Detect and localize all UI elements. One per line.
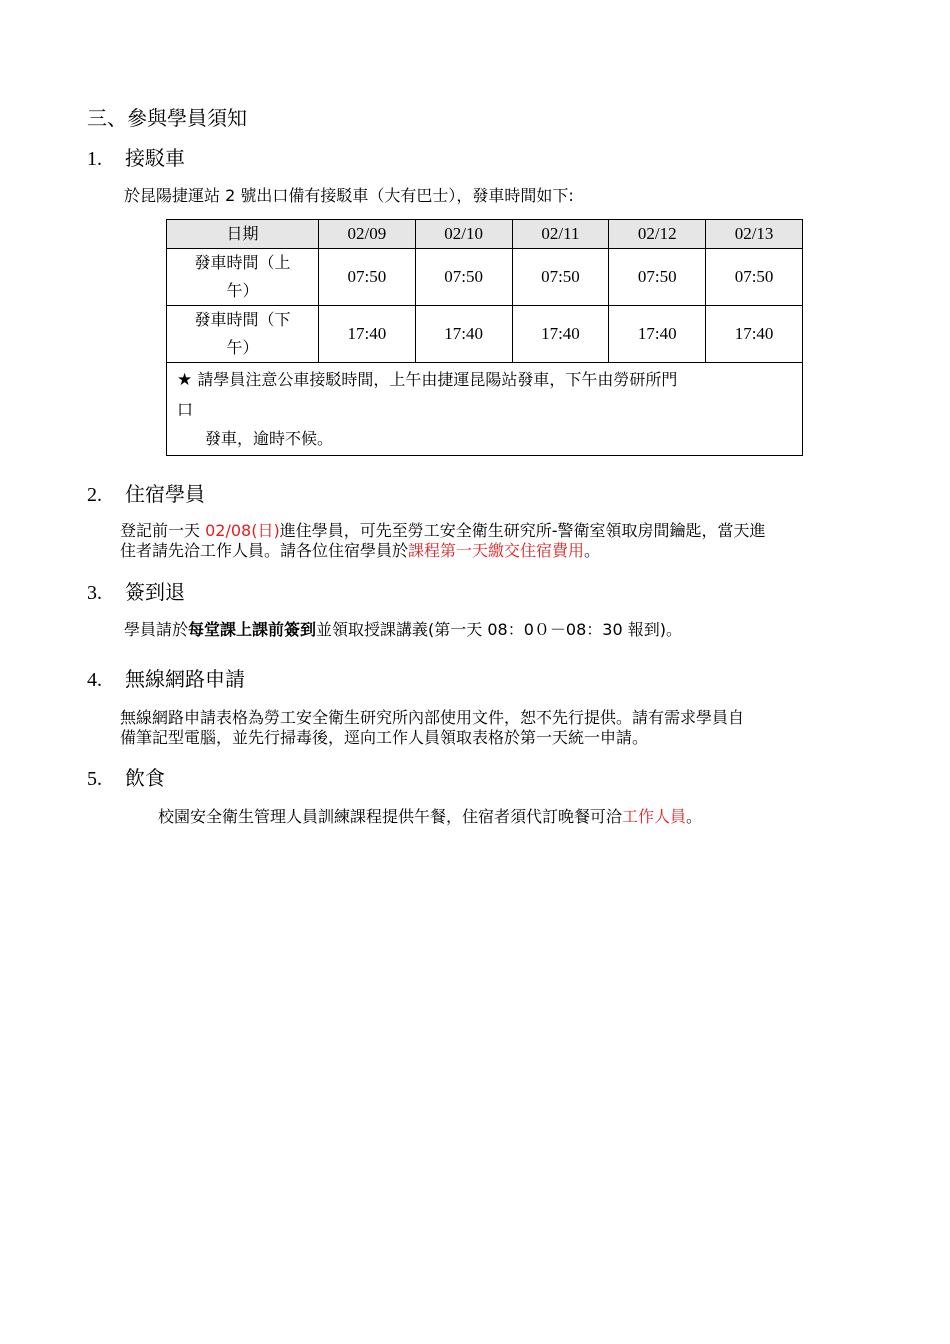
lodging-fee-highlight: 課程第一天繳交住宿費用	[408, 541, 585, 560]
note-line1: 請學員注意公車接駁時間，上午由捷運昆陽站發車，下午由勞研所門	[192, 370, 678, 389]
item-heading-signin	[87, 578, 185, 607]
am-label-line1: 發車時間（上	[194, 253, 291, 272]
pm-label-line2: 午）	[226, 338, 259, 357]
am-time-cell: 07:50	[512, 249, 609, 306]
item-number: 2.	[87, 484, 102, 506]
am-time-cell: 07:50	[319, 249, 416, 306]
am-time-cell: 07:50	[415, 249, 512, 306]
lodging-text: 住者請先洽工作人員。請各位住宿學員於	[120, 541, 409, 560]
signin-text: 並領取授課講義(第一天 08：0０－08：30 報到)。	[316, 620, 682, 639]
pm-time-cell: 17:40	[415, 306, 512, 363]
item-heading-lodging	[87, 480, 205, 509]
am-time-cell: 07:50	[609, 249, 706, 306]
shuttle-schedule-table	[166, 219, 803, 456]
table-row-pm	[167, 306, 803, 363]
section-title: 三、參與學員須知	[87, 106, 247, 130]
item-number: 4.	[87, 669, 102, 691]
pm-time-cell: 17:40	[319, 306, 416, 363]
item-title: 簽到退	[125, 580, 185, 604]
wifi-line1: 無線網路申請表格為勞工安全衛生研究所內部使用文件，恕不先行提供。請有需求學員自	[120, 708, 745, 727]
meals-text: 。	[686, 807, 703, 826]
item-title: 飲食	[125, 766, 165, 790]
am-label-cell	[167, 249, 319, 306]
meals-text: 校園安全衛生管理人員訓練課程提供午餐，住宿者須代訂晚餐可洽	[158, 807, 623, 826]
pm-time-cell: 17:40	[512, 306, 609, 363]
pm-label-line1: 發車時間（下	[194, 310, 291, 329]
table-note-row	[167, 363, 803, 456]
table-row-am	[167, 249, 803, 306]
signin-paragraph	[124, 620, 682, 640]
date-cell: 02/09	[319, 220, 416, 249]
pm-time-cell: 17:40	[609, 306, 706, 363]
note-line3: 發車，逾時不候。	[205, 429, 334, 448]
date-cell: 02/10	[415, 220, 512, 249]
wifi-line2: 備筆記型電腦，並先行掃毒後，逕向工作人員領取表格於第一天統一申請。	[120, 728, 649, 747]
shuttle-intro: 於昆陽捷運站 2 號出口備有接駁車（大有巴士），發車時間如下:	[124, 186, 574, 205]
item-heading-shuttle	[87, 144, 185, 173]
meals-staff-highlight: 工作人員	[622, 807, 687, 826]
star-icon: ★	[177, 370, 193, 390]
pm-time-cell: 17:40	[706, 306, 803, 363]
item-number: 1.	[87, 148, 102, 170]
item-heading-wifi	[87, 665, 245, 694]
item-title: 住宿學員	[125, 482, 205, 506]
date-label-cell: 日期	[167, 220, 319, 249]
lodging-date-highlight: 02/08(日)	[205, 521, 280, 540]
item-number: 5.	[87, 768, 102, 790]
lodging-text: 。	[584, 541, 601, 560]
lodging-paragraph	[120, 521, 880, 561]
item-title: 接駁車	[125, 146, 185, 170]
note-cell	[167, 363, 803, 456]
item-title: 無線網路申請	[125, 667, 245, 691]
pm-label-cell	[167, 306, 319, 363]
item-heading-meals	[87, 764, 165, 793]
lodging-text: 進住學員，可先至勞工安全衛生研究所-警衛室領取房間鑰匙，當天進	[279, 521, 766, 540]
note-line2: 口	[177, 400, 194, 419]
meals-paragraph	[158, 807, 702, 827]
item-number: 3.	[87, 582, 102, 604]
date-cell: 02/12	[609, 220, 706, 249]
signin-text: 學員請於	[124, 620, 189, 639]
am-time-cell: 07:50	[706, 249, 803, 306]
lodging-text: 登記前一天	[120, 521, 206, 540]
date-cell: 02/13	[706, 220, 803, 249]
am-label-line2: 午）	[226, 281, 259, 300]
table-header-row	[167, 220, 803, 249]
signin-bold: 每堂課上課前簽到	[188, 620, 317, 639]
wifi-paragraph	[120, 708, 880, 748]
date-cell: 02/11	[512, 220, 609, 249]
